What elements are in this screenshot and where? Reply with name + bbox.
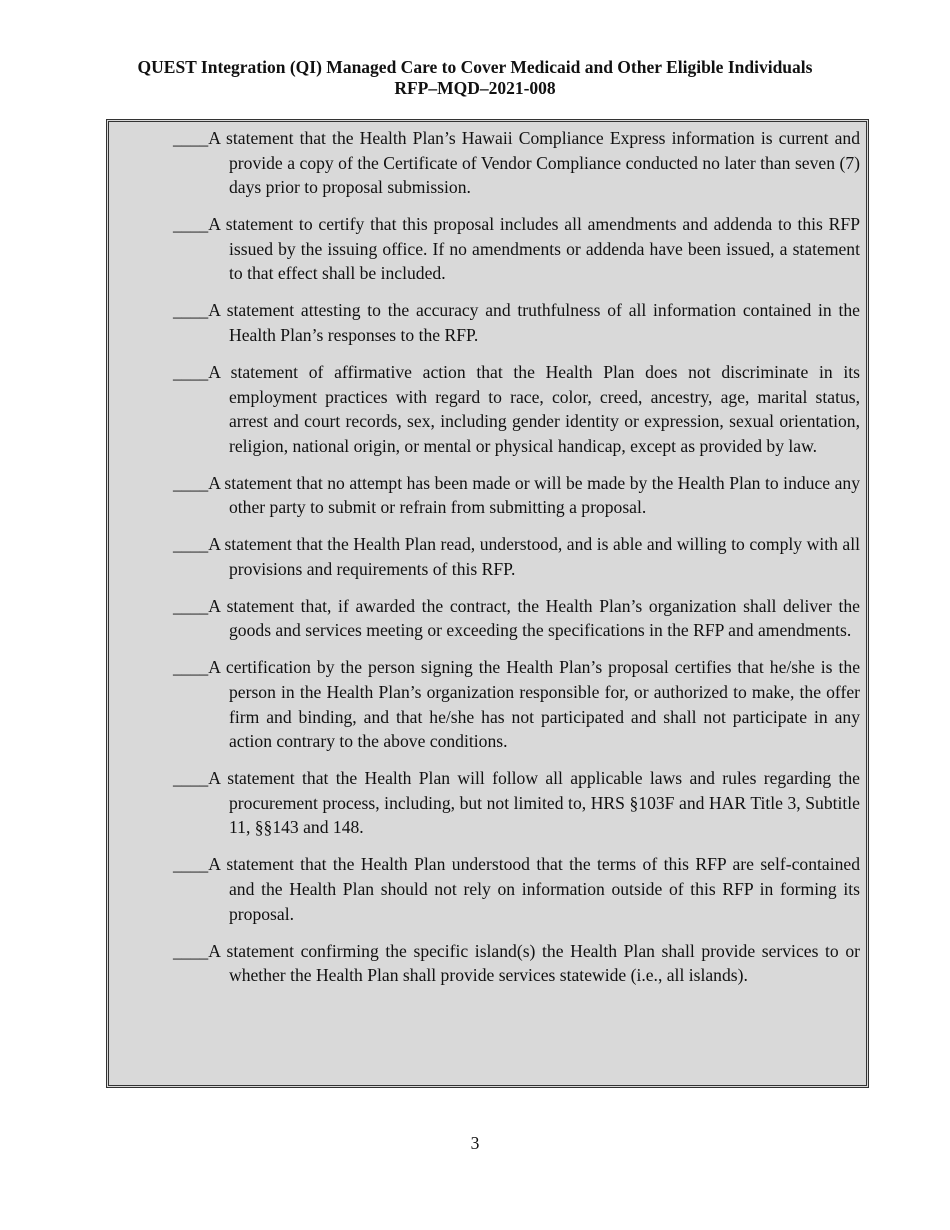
checkbox-blank-line: ____: [173, 300, 209, 321]
checklist-item: [173, 766, 860, 840]
checklist-item-text: A statement confirming the specific island(s) the Health Plan shall provide services to or whether the Health Plan shall provide services statewide (i.e., all islands).: [208, 940, 860, 986]
document-title: QUEST Integration (QI) Managed Care to Cover Medicaid and Other Eligible Individuals: [137, 57, 813, 77]
checklist-item: [173, 298, 860, 347]
checklist-box: [106, 119, 869, 1088]
checklist-item: [173, 655, 860, 753]
checklist-item-text: A statement of affirmative action that the Health Plan does not discriminate in its employment practices with regard to race, color, creed, ancestry, age, marital status, arrest and court records, sex, including gender identity or expression, sexual orientation, religion, national origin, or mental or physical handicap, except as provided by law.: [208, 361, 860, 456]
checkbox-blank-line: ____: [173, 768, 209, 789]
checklist-item: [173, 939, 860, 988]
checklist-item-text: A statement that the Health Plan read, understood, and is able and willing to comply with all provisions and requirements of this RFP.: [208, 534, 860, 579]
checklist-item-text: A statement that no attempt has been made or will be made by the Health Plan to induce any other party to submit or refrain from submitting a proposal.: [208, 472, 860, 518]
checklist-items: [109, 126, 866, 1000]
checklist-item-text: A statement to certify that this proposal includes all amendments and addenda to this RFP issued by the issuing office. If no amendments or addenda have been issued, a statement to that effect shall be included.: [208, 214, 860, 284]
checklist-item: [173, 594, 860, 643]
checklist-item: [173, 212, 860, 286]
checklist-item: [173, 360, 860, 458]
checkbox-blank-line: ____: [173, 472, 209, 493]
checklist-item-text: A statement that the Health Plan will follow all applicable laws and rules regarding the procurement process, including, but not limited to, HRS §103F and HAR Title 3, Subtitle 11, §§143 and 148.: [208, 768, 860, 838]
page-number: 3: [470, 1133, 480, 1153]
checklist-item-text: A statement that the Health Plan’s Hawaii Compliance Express information is current and provide a copy of the Certificate of Vendor Compliance conducted no later than seven (7) days prior to proposal submission.: [208, 128, 860, 198]
checklist-item-text: A statement attesting to the accuracy and truthfulness of all information contained in the Health Plan’s responses to the RFP.: [208, 300, 860, 345]
checklist-item: [173, 532, 860, 581]
checkbox-blank-line: ____: [173, 534, 209, 555]
checkbox-blank-line: ____: [173, 657, 209, 678]
checkbox-blank-line: ____: [173, 940, 209, 961]
checklist-item-text: A certification by the person signing the Health Plan’s proposal certifies that he/she is the person in the Health Plan’s organization responsible for, or authorized to make, the offer firm and binding, and that he/she has not participated and shall not participate in any action contrary to the above conditions.: [208, 657, 860, 752]
checklist-item-text: A statement that, if awarded the contract, the Health Plan’s organization shall deliver the goods and services meeting or exceeding the specifications in the RFP and amendments.: [208, 595, 860, 641]
checkbox-blank-line: ____: [173, 214, 209, 235]
checkbox-blank-line: ____: [173, 595, 209, 616]
checkbox-blank-line: ____: [173, 128, 209, 148]
checklist-item: [173, 471, 860, 520]
rfp-number: RFP–MQD–2021-008: [394, 78, 556, 98]
checkbox-blank-line: ____: [173, 361, 209, 382]
checklist-item: [173, 852, 860, 926]
checkbox-blank-line: ____: [173, 854, 209, 875]
checklist-item: [173, 126, 860, 200]
checklist-item-text: A statement that the Health Plan understood that the terms of this RFP are self-contained and the Health Plan should not rely on information outside of this RFP in forming its proposal.: [208, 854, 860, 924]
document-header: [0, 57, 950, 99]
